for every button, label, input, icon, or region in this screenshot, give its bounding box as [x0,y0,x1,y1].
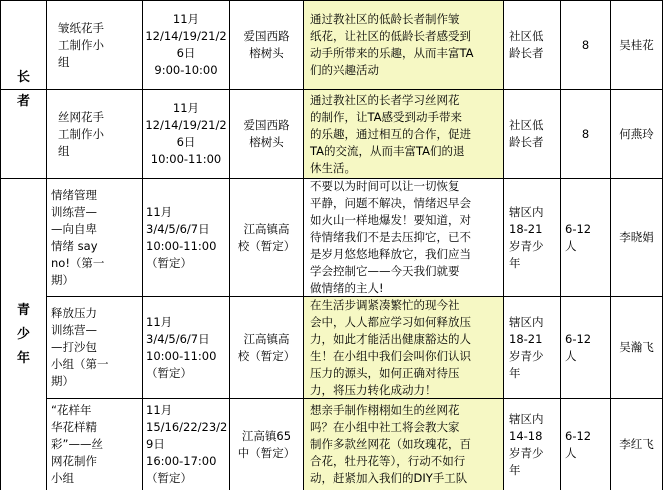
activity-name-cell [58,1,142,89]
activity-place: 江高镇高 校（暂定） [237,331,296,363]
table-row [0,90,663,178]
activity-time: 11月 12/14/19/21/2 6日 10:00-11:00 [145,101,227,166]
count-cell [561,90,610,178]
activity-name-cell [51,399,142,490]
activity-name: 皱纸花手 工制作小 组 [58,20,104,69]
time-cell [143,179,229,296]
activity-target: 社区低 龄长者 [509,118,544,149]
description-cell [304,90,503,178]
target-cell [504,399,560,490]
activity-place: 江高镇65 中（暂定） [237,428,296,460]
place-cell [230,297,303,398]
activity-name: 情绪管理 训练营— —向自卑 情绪 say no!（第一 期） [51,187,105,287]
activity-time: 11月 12/14/19/21/2 6日 9:00-10:00 [145,12,227,77]
target-cell [504,297,560,398]
activity-place: 爱国西路 榕树头 [243,118,290,149]
place-cell [230,399,303,490]
place-cell [230,179,303,296]
activity-count: 6-12 人 [565,428,592,460]
time-cell [143,1,229,89]
activity-description: 通过教社区的低龄长者制作皱 纸花，让社区的低龄长者感受到 动手所带来的乐趣，从而丰富TA 们的兴趣活动 [310,12,474,77]
activity-target: 辖区内 18-21 岁青少 年 [509,314,544,380]
activity-time: 11月 3/4/5/6/7日 10:00-11:00 （暂定） [146,204,217,270]
activity-leader: 何燕玲 [619,126,654,141]
activity-time: 11月 15/16/22/23/2 9日 16:00-17:00 （暂定） [146,403,228,485]
place-cell [230,90,303,178]
table-row [0,399,663,490]
activity-place: 江高镇高 校（暂定） [237,221,296,253]
target-cell [504,179,560,296]
activity-leader: 吴桂花 [619,37,654,52]
count-cell [561,179,610,296]
activity-description: 通过教社区的长者学习丝网花 的制作，让TA感受到动手带来 的乐趣，通过相互的合作，促进 TA的交流，从而丰富TA们的退 休生活。 [310,92,471,175]
activity-leader: 李晓娟 [619,230,654,244]
activity-target: 社区低 龄长者 [509,29,544,60]
target-cell [504,1,560,89]
description-cell [304,297,503,398]
activity-description: 不要以为时间可以让一切恢复 平静，问题不解决，情绪迟早会 如火山一样地爆发！要知道，对 待情绪我们不是去压抑它，已不 是岁月悠悠地释放它，我们应当 学会控制它——今天我们就要 做情绪的主人! [310,179,471,295]
description-cell [304,1,503,89]
activity-target: 辖区内 14-18 岁青少 年 [509,411,544,477]
table-row [0,179,663,296]
activity-target: 辖区内 18-21 岁青少 年 [509,204,544,270]
leader-cell [611,297,662,398]
count-cell [561,1,610,89]
count-cell [561,297,610,398]
activity-time: 11月 3/4/5/6/7日 10:00-11:00 （暂定） [146,314,217,380]
activity-description: 想亲手制作栩栩如生的丝网花 吗？在小组中社工将会教大家 制作多款丝网花（如玫瑰花，百 合花，牡丹花等），行动不如行 动，赶紧加入我们的DIY手工队 [310,403,471,485]
description-cell [304,179,503,296]
activity-description: 在生活步调紧凑繁忙的现今社 会中，人人都应学习如何释放压 力，如此才能活出健康豁达的人 生！在小组中我们会叫你们认识 压力的源头，如何正确对待压 力，将压力转化成动力！ [310,297,471,397]
activity-name-cell [51,297,142,398]
activity-name: “花样年 华花样精 彩”——丝 网花制作 小组 [51,403,103,485]
activity-count: 6-12 人 [565,331,592,363]
activity-count: 8 [581,126,590,141]
leader-cell [611,90,662,178]
activity-name-cell [51,179,142,296]
time-cell [143,399,229,490]
activity-leader: 吴瀚飞 [619,340,654,354]
target-cell [504,90,560,178]
activity-place: 爱国西路 榕树头 [243,29,290,60]
description-cell [304,399,503,490]
group-label: 长 者 [16,69,30,109]
time-cell [143,297,229,398]
activity-count: 6-12 人 [565,221,592,253]
leader-cell [611,1,662,89]
activity-name: 释放压力 训练营— —打沙包 小组（第一 期） [51,306,109,388]
activity-leader: 李红飞 [619,437,654,451]
group-label: 青 少 年 [16,302,30,366]
time-cell [143,90,229,178]
activity-name-cell [58,90,142,178]
table-row [0,297,663,398]
leader-cell [611,179,662,296]
count-cell [561,399,610,490]
activity-count: 8 [581,37,590,52]
leader-cell [611,399,662,490]
table-row [0,1,663,89]
activity-name: 丝网花手 工制作小 组 [58,109,104,158]
place-cell [230,1,303,89]
